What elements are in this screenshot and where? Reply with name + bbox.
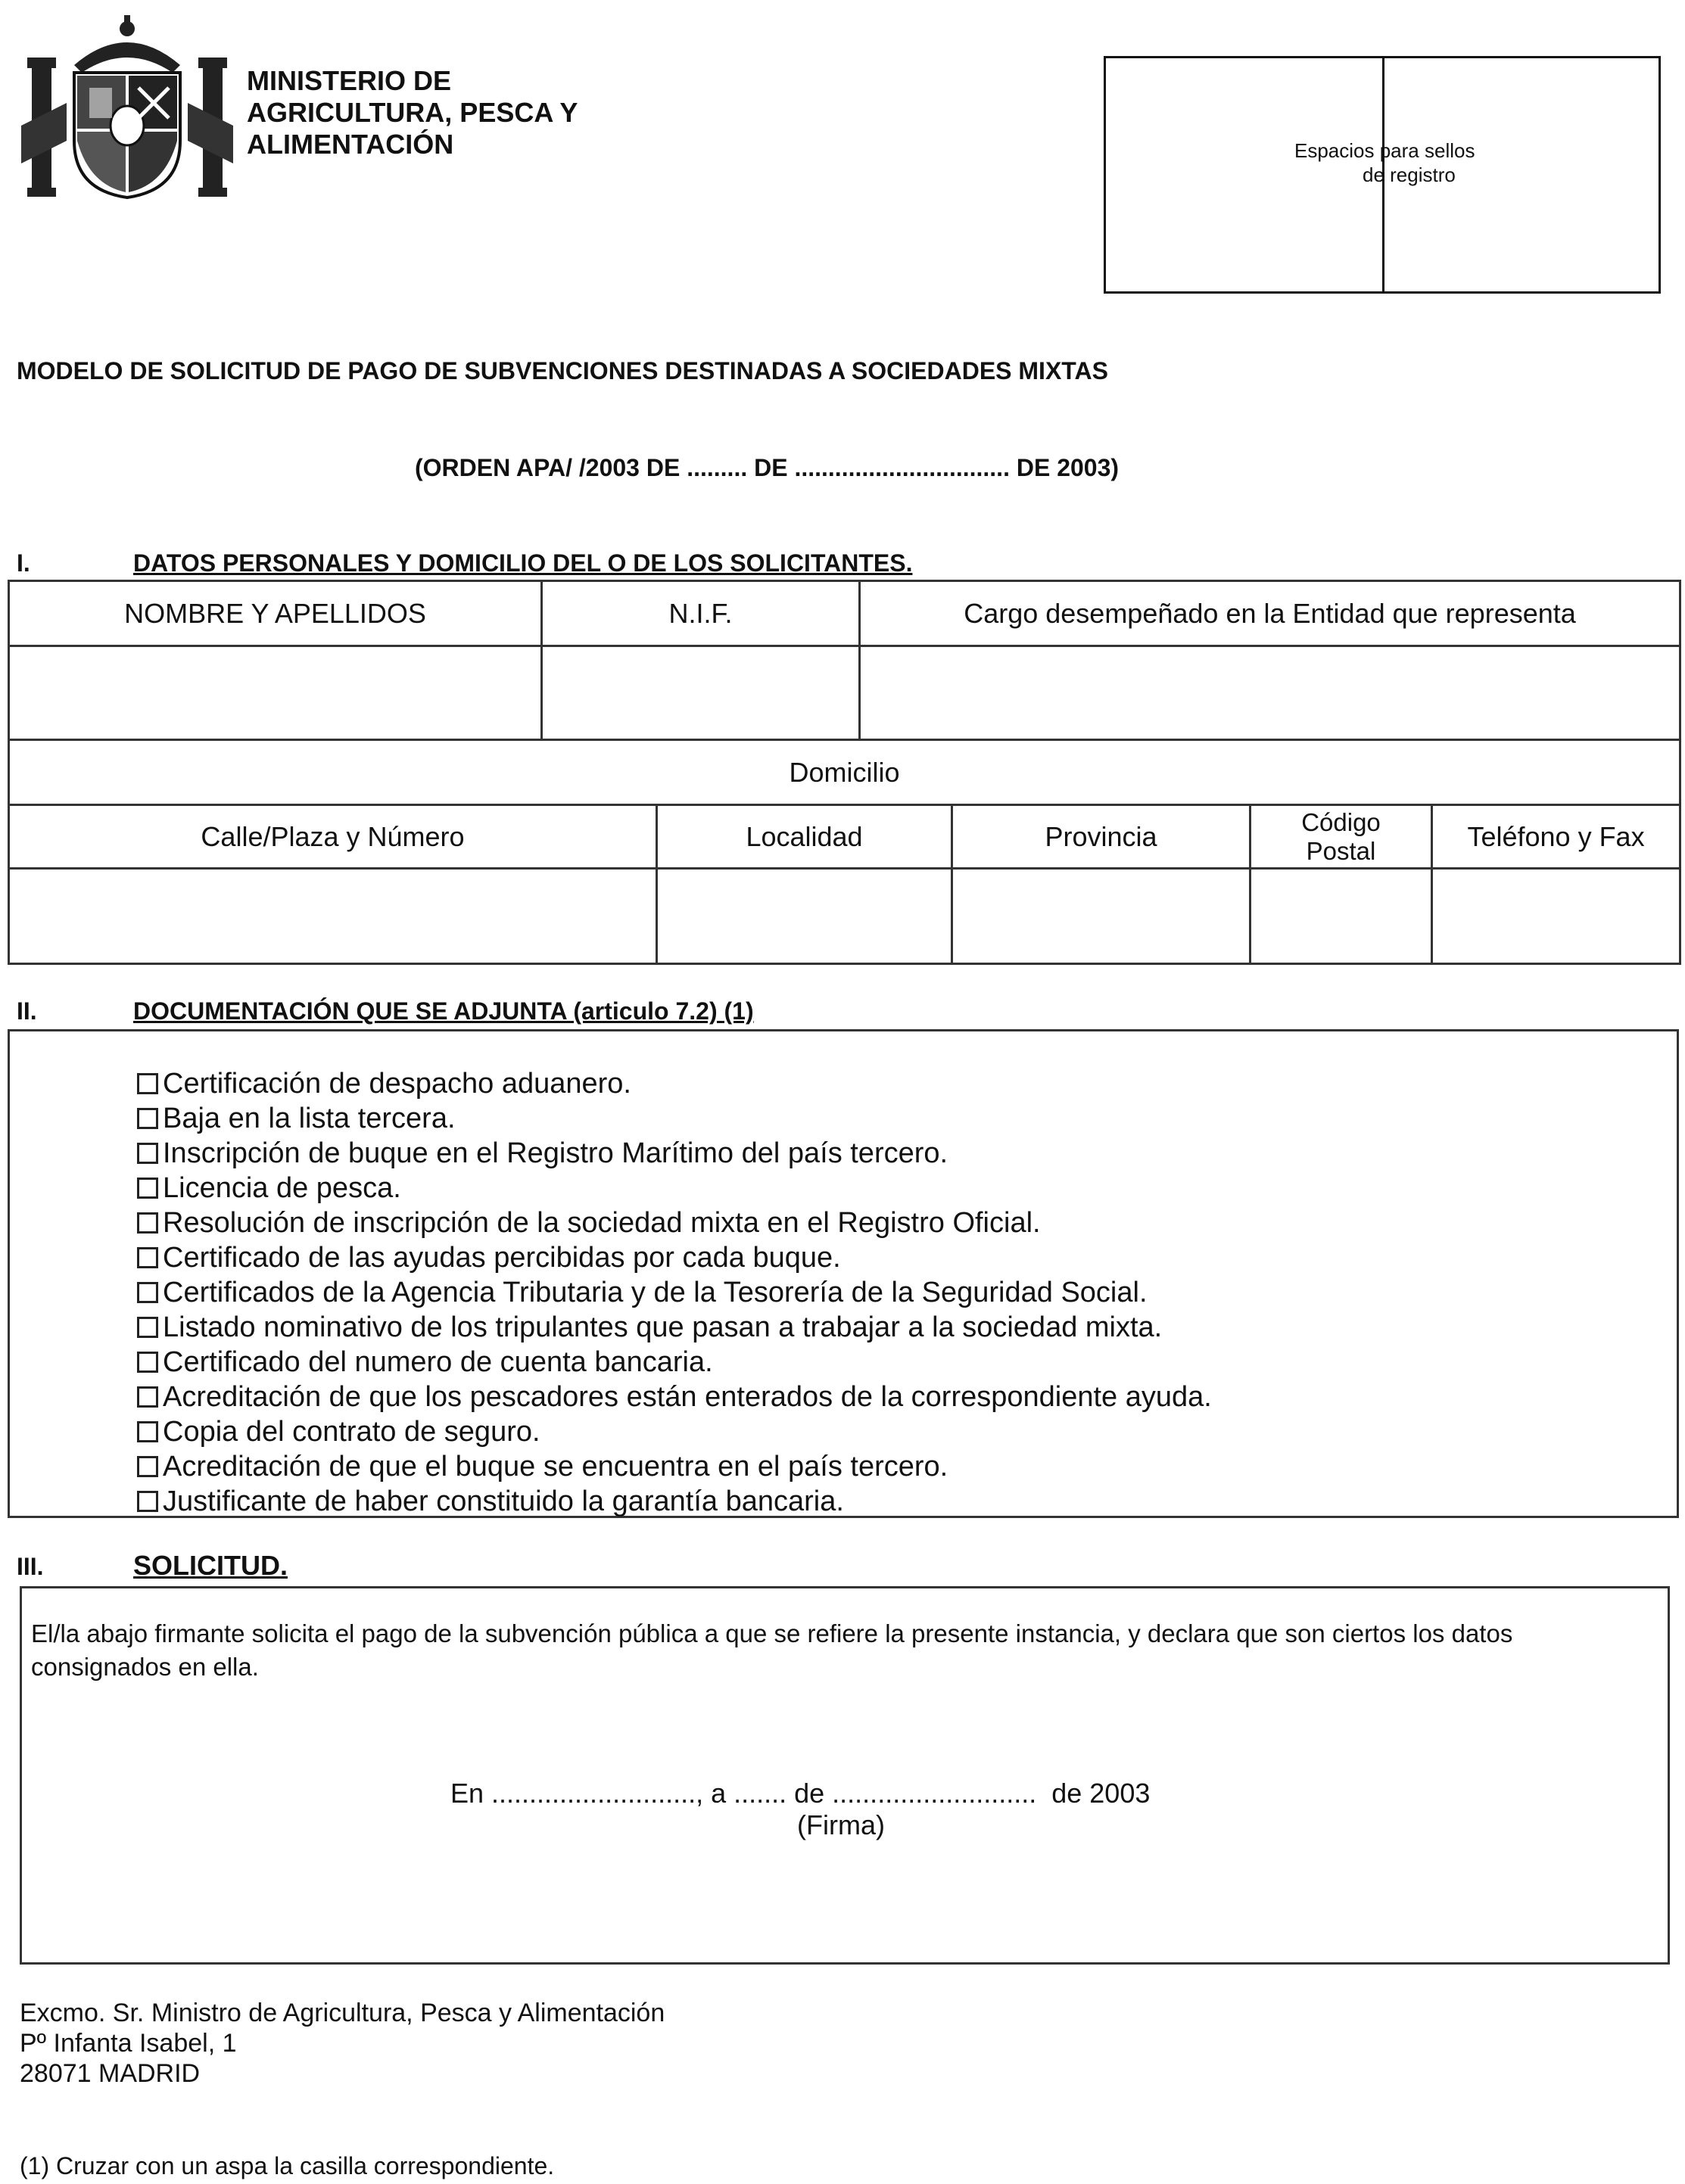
list-item bbox=[137, 1310, 1212, 1345]
column-header: N.I.F. bbox=[542, 581, 860, 646]
section-title: SOLICITUD. bbox=[133, 1550, 288, 1581]
item-label: Certificado de las ayudas percibidas por cada buque. bbox=[163, 1242, 841, 1274]
section-title: DOCUMENTACIÓN QUE SE ADJUNTA (articulo 7.2) (1) bbox=[133, 997, 754, 1025]
section-number: I. bbox=[17, 549, 30, 577]
documentation-box bbox=[8, 1029, 1679, 1518]
list-item bbox=[137, 1101, 1212, 1136]
column-header: Provincia bbox=[952, 805, 1251, 869]
item-label: Acreditación de que el buque se encuentra en el país tercero. bbox=[163, 1451, 948, 1482]
item-label: Justificante de haber constituido la garantía bancaria. bbox=[163, 1486, 844, 1517]
checkbox[interactable] bbox=[137, 1073, 158, 1094]
list-item bbox=[137, 1240, 1212, 1275]
item-label: Resolución de inscripción de la sociedad mixta en el Registro Oficial. bbox=[163, 1207, 1041, 1239]
request-box bbox=[20, 1586, 1670, 1965]
checkbox[interactable] bbox=[137, 1352, 158, 1373]
ministry-line: AGRICULTURA, PESCA Y bbox=[247, 97, 578, 128]
coat-of-arms-icon bbox=[21, 12, 233, 201]
list-item bbox=[137, 1171, 1212, 1206]
ministry-line: MINISTERIO DE bbox=[247, 65, 452, 96]
name-field[interactable] bbox=[9, 646, 542, 740]
item-label: Certificación de despacho aduanero. bbox=[163, 1068, 631, 1100]
list-item bbox=[137, 1380, 1212, 1414]
section-title: DATOS PERSONALES Y DOMICILIO DEL O DE LOS SOLICITANTES. bbox=[133, 549, 913, 577]
column-header: Código Postal bbox=[1251, 805, 1432, 869]
ministry-name bbox=[247, 65, 578, 160]
recipient-address bbox=[20, 1998, 665, 2089]
column-header: Cargo desempeñado en la Entidad que representa bbox=[860, 581, 1680, 646]
checkbox[interactable] bbox=[137, 1386, 158, 1408]
checkbox[interactable] bbox=[137, 1212, 158, 1234]
list-item bbox=[137, 1484, 1212, 1519]
list-item bbox=[137, 1414, 1212, 1449]
item-label: Listado nominativo de los tripulantes que pasan a trabajar a la sociedad mixta. bbox=[163, 1311, 1163, 1343]
checkbox[interactable] bbox=[137, 1282, 158, 1303]
column-header: Localidad bbox=[657, 805, 952, 869]
column-header: Calle/Plaza y Número bbox=[9, 805, 657, 869]
list-item bbox=[137, 1449, 1212, 1484]
position-field[interactable] bbox=[860, 646, 1680, 740]
place-date-line[interactable]: En ..........................., a ....... de ........................... de 2003 bbox=[450, 1778, 1151, 1809]
checkbox[interactable] bbox=[137, 1421, 158, 1442]
address-line: 28071 MADRID bbox=[20, 2059, 201, 2088]
list-item bbox=[137, 1206, 1212, 1240]
checkbox[interactable] bbox=[137, 1456, 158, 1477]
list-item bbox=[137, 1066, 1212, 1101]
section-number: III. bbox=[17, 1553, 44, 1580]
item-label: Certificado del numero de cuenta bancaria. bbox=[163, 1346, 713, 1378]
checkbox[interactable] bbox=[137, 1247, 158, 1268]
street-field[interactable] bbox=[9, 869, 657, 964]
orden-reference: (ORDEN APA/ /2003 DE ......... DE ................................ DE 2003) bbox=[415, 454, 1120, 481]
checkbox[interactable] bbox=[137, 1178, 158, 1199]
ministry-line: ALIMENTACIÓN bbox=[247, 129, 454, 160]
applicant-table bbox=[8, 580, 1681, 741]
item-label: Certificados de la Agencia Tributaria y de la Tesorería de la Seguridad Social. bbox=[163, 1277, 1148, 1308]
address-table bbox=[8, 739, 1681, 965]
domicilio-label: Domicilio bbox=[9, 740, 1680, 805]
locality-field[interactable] bbox=[657, 869, 952, 964]
list-item bbox=[137, 1345, 1212, 1380]
nif-field[interactable] bbox=[542, 646, 860, 740]
documentation-list bbox=[137, 1066, 1212, 1519]
checkbox[interactable] bbox=[137, 1491, 158, 1512]
postal-code-field[interactable] bbox=[1251, 869, 1432, 964]
item-label: Licencia de pesca. bbox=[163, 1172, 401, 1204]
item-label: Baja en la lista tercera. bbox=[163, 1103, 456, 1134]
item-label: Copia del contrato de seguro. bbox=[163, 1416, 540, 1448]
column-header: NOMBRE Y APELLIDOS bbox=[9, 581, 542, 646]
item-label: Acreditación de que los pescadores están enterados de la correspondiente ayuda. bbox=[163, 1381, 1212, 1413]
checkbox[interactable] bbox=[137, 1317, 158, 1338]
footnote: (1) Cruzar con un aspa la casilla correspondiente. bbox=[20, 2152, 555, 2179]
phone-fax-field[interactable] bbox=[1432, 869, 1680, 964]
declaration-text: El/la abajo firmante solicita el pago de la subvención pública a que se refiere la presente instancia, y declara que son ciertos los datos consignados en ella. bbox=[31, 1619, 1513, 1681]
address-line: Pº Infanta Isabel, 1 bbox=[20, 2029, 237, 2058]
item-label: Inscripción de buque en el Registro Marítimo del país tercero. bbox=[163, 1137, 948, 1169]
stamp-box-label: de registro bbox=[1363, 163, 1456, 186]
stamp-box-label: Espacios para sellos bbox=[1294, 139, 1475, 162]
signature-label: (Firma) bbox=[797, 1809, 885, 1840]
list-item bbox=[137, 1275, 1212, 1310]
section-number: II. bbox=[17, 997, 37, 1025]
checkbox[interactable] bbox=[137, 1143, 158, 1164]
address-line: Excmo. Sr. Ministro de Agricultura, Pesca y Alimentación bbox=[20, 1999, 665, 2027]
form-title: MODELO DE SOLICITUD DE PAGO DE SUBVENCIONES DESTINADAS A SOCIEDADES MIXTAS bbox=[17, 357, 1108, 384]
list-item bbox=[137, 1136, 1212, 1171]
column-header: Teléfono y Fax bbox=[1432, 805, 1680, 869]
checkbox[interactable] bbox=[137, 1108, 158, 1129]
province-field[interactable] bbox=[952, 869, 1251, 964]
